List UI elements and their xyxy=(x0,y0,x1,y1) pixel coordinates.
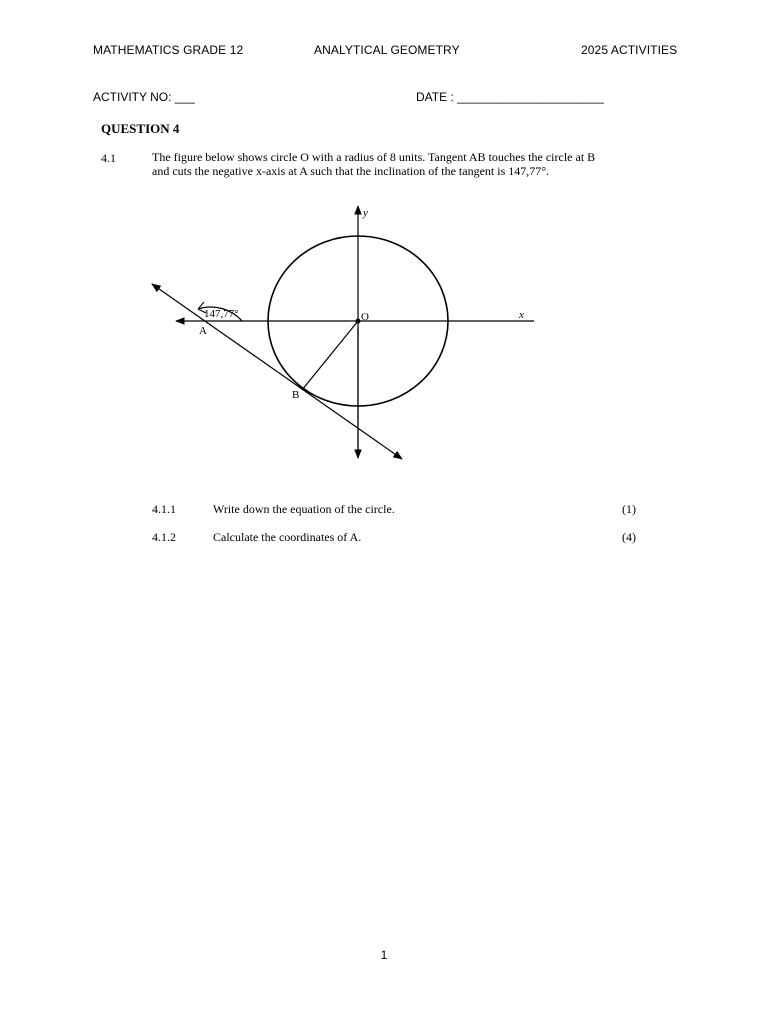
question-number: 4.1 xyxy=(101,151,116,165)
question-text: The figure below shows circle O with a radius of 8 units. Tangent AB touches the circle at B and cuts the negative x-axis at A such that the inclination of the tangent is 147,77°. xyxy=(152,150,596,178)
subquestion-1-text: Write down the equation of the circle. xyxy=(213,502,395,516)
subquestion-1-number: 4.1.1 xyxy=(152,502,176,516)
subquestion-2-number: 4.1.2 xyxy=(152,530,176,544)
page-number: 1 xyxy=(380,948,388,962)
question-title: QUESTION 4 xyxy=(101,121,180,136)
date-field: DATE : ______________________ xyxy=(416,90,604,104)
angle-label: 147,77° xyxy=(204,308,239,320)
header-subject: MATHEMATICS GRADE 12 xyxy=(93,43,244,57)
point-b-label: B xyxy=(292,389,300,401)
subquestion-2-text: Calculate the coordinates of A. xyxy=(213,530,362,544)
y-axis-label: y xyxy=(363,207,368,219)
point-o-label: O xyxy=(361,311,369,323)
circle-tangent-figure xyxy=(140,200,560,468)
header-activities: 2025 ACTIVITIES xyxy=(581,43,678,57)
header-topic: ANALYTICAL GEOMETRY xyxy=(314,43,460,57)
radius-ob xyxy=(302,321,358,390)
subquestion-2-marks: (4) xyxy=(622,530,636,544)
subquestion-1-marks: (1) xyxy=(622,502,636,516)
x-axis-label: x xyxy=(519,309,524,321)
activity-number-field: ACTIVITY NO: ___ xyxy=(93,90,195,104)
point-a-label: A xyxy=(199,325,207,337)
centre-point xyxy=(356,319,361,324)
